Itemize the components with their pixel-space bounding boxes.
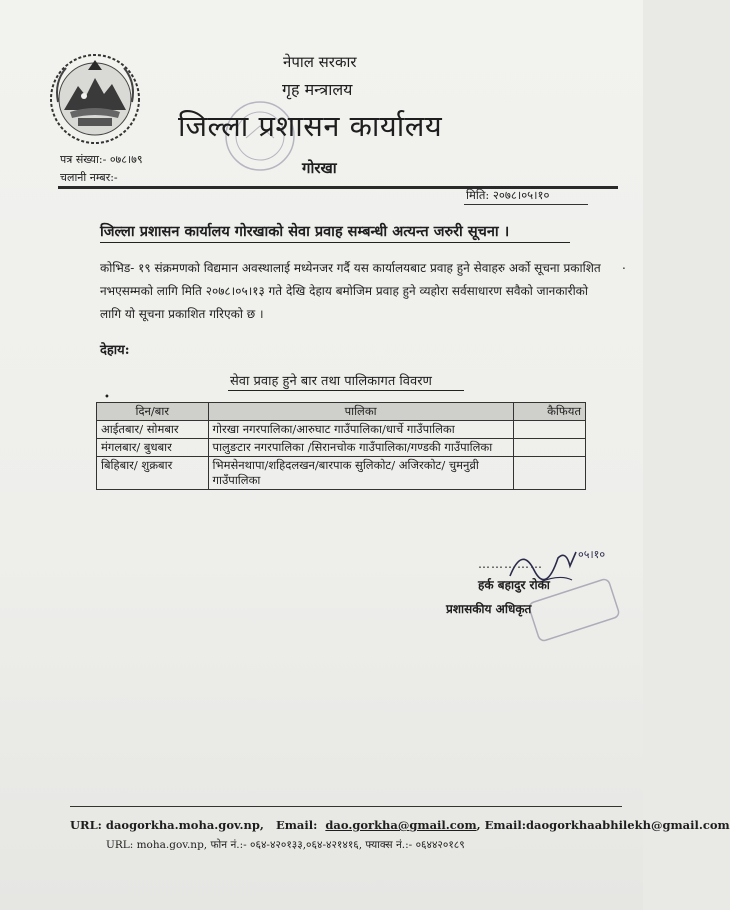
signer-title: प्रशासकीय अधिकृत (446, 602, 532, 616)
notice-body: कोभिड- १९ संक्रमणको विद्यमान अवस्थालाई मध्येनजर गर्दै यस कार्यालयबाट प्रवाह हुने सेवाहरु अर्को सूचना प्रकाशित नभएसम्मको लागि मिति २०७८।०५।१३ गते देखि देहाय बमोजिम प्रवाह हुने व्यहोरा सर्वसाधारण सवैको जानकारीको लागि यो सूचना प्रकाशित गरिएको छ । (100, 261, 601, 321)
signature-dots: …………… (478, 557, 543, 571)
ministry-name: गृह मन्त्रालय (282, 80, 353, 99)
table-header-row (97, 403, 586, 421)
margin-mark: . (622, 258, 626, 272)
row-municipality: भिमसेनथापा/शहिदलखन/बारपाक सुलिकोट/ अजिरकोट/ चुमनुव्री गाउँपालिका (208, 457, 513, 490)
footer-contact-line (70, 818, 730, 832)
table-row (97, 439, 586, 457)
row-remarks (513, 439, 585, 457)
header-remarks: कैफियत (513, 403, 585, 421)
row-remarks (513, 457, 585, 490)
header-municipality: पालिका (208, 403, 513, 421)
footer-rule (70, 806, 622, 807)
table-title-underline (228, 390, 464, 391)
footer-email-link[interactable]: dao.gorkha@gmail.com (325, 818, 477, 832)
row-day: बिहिबार/ शुक्रबार (97, 457, 209, 490)
signer-name: हर्क बहादुर रोका (478, 578, 550, 592)
handwritten-date: ०५।१० (578, 548, 606, 561)
table-row (97, 421, 586, 439)
row-municipality: गोरखा नगरपालिका/आरुघाट गाउँपालिका/धार्चे गाउँपालिका (208, 421, 513, 439)
subject-underline (100, 242, 570, 243)
row-municipality: पालुङटार नगरपालिका /सिरानचोक गाउँपालिका/गण्डकी गाउँपालिका (208, 439, 513, 457)
notice-subject: जिल्ला प्रशासन कार्यालय गोरखाको सेवा प्रवाह सम्बन्धी अत्यन्त जरुरी सूचना । (100, 223, 510, 240)
government-name: नेपाल सरकार (283, 53, 357, 71)
nepal-emblem-icon (48, 52, 142, 146)
annex-label: देहाय: (100, 343, 130, 358)
dispatch-number: चलानी नम्बर:- (60, 171, 118, 184)
district-name: गोरखा (302, 159, 337, 177)
row-remarks (513, 421, 585, 439)
row-day: आईतबार/ सोमबार (97, 421, 209, 439)
footer-phone-line: URL: moha.gov.np, फोन नं.:- ०६४-४२०१३३,०६४-४२१४१६, फ्याक्स नं.:- ०६४४२०१८९ (106, 839, 465, 851)
date-underline (464, 204, 588, 205)
table-title: सेवा प्रवाह हुने बार तथा पालिकागत विवरण (230, 374, 432, 389)
table-row (97, 457, 586, 490)
footer-email-archive: , Email:daogorkhaabhilekh@gmail.com (476, 818, 730, 832)
service-schedule-table (96, 402, 586, 490)
issue-date: मिति: २०७८।०५।१० (466, 188, 550, 202)
office-title: जिल्ला प्रशासन कार्यालय (178, 109, 443, 143)
footer-email-label: Email: (275, 818, 318, 832)
footer-url: URL: daogorkha.moha.gov.np, (70, 818, 264, 832)
bullet-mark: • (104, 392, 110, 403)
header-day: दिन/बार (97, 403, 209, 421)
reference-number: पत्र संख्या:- ०७८।७९ (60, 153, 143, 166)
row-day: मंगलबार/ बुधबार (97, 439, 209, 457)
